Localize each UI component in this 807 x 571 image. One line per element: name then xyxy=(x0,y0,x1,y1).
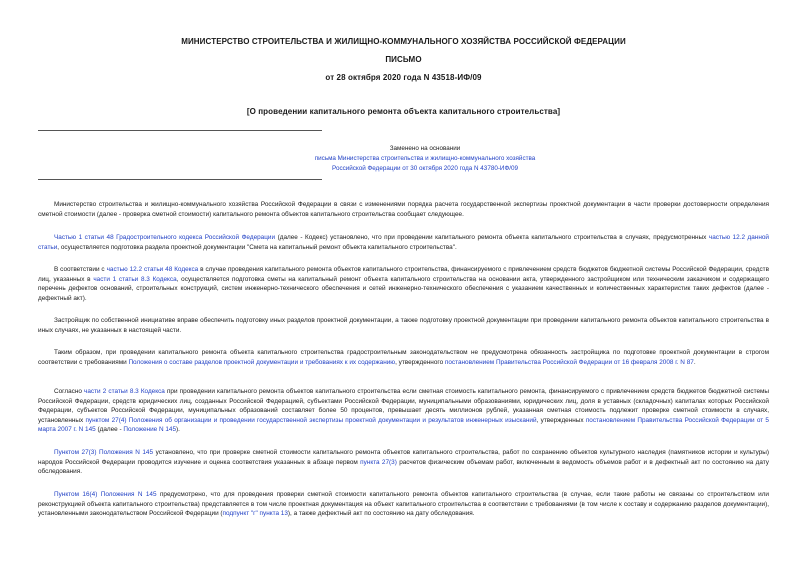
paragraph-text: (далее - xyxy=(95,426,124,433)
paragraph-text: ). xyxy=(176,426,180,433)
paragraph xyxy=(38,490,769,519)
paragraph-text: В соответствии с xyxy=(54,266,107,273)
paragraph-text: расчетов физическим объемам работ, включенным в ведомость объемов работ и в дефектный акт по состоянию на дату обследования. xyxy=(38,458,769,475)
paragraph-text: Застройщик по собственной инициативе вправе обеспечить подготовку иных разделов проектной документации, а также подготовку проектной документации при проведении капитального ремонта объектов капитального строительства в иных случаях, не указанных в настоящей части. xyxy=(38,317,769,334)
subject-heading: [О проведении капитального ремонта объекта капитального строительства] xyxy=(246,107,561,116)
reference-link[interactable]: Положение N 145 xyxy=(123,426,177,433)
paragraph xyxy=(38,316,769,335)
paragraph xyxy=(38,200,769,219)
paragraph-text: при проведении капитального ремонта объектов капитального строительства если сметная стоимость капитального ремонта, финансируемого с привлечением средств бюджетов бюджетной системы Российской Федерации, средств юридических лиц, созданных Российской Федерацией, субъектами Российской Федерации, муниципальными образованиями, юридических лиц, доля в уставных (складочных) капиталах которых Российской Федерации, субъектов Российской Федерации, муниципальных образований составляет более 50 процентов, превышает десять миллионов рублей, указанная сметная стоимость подлежит проверке сметной стоимости в случаях, установленных xyxy=(38,388,769,424)
paragraph-text: Согласно xyxy=(54,388,85,395)
divider-top xyxy=(38,130,322,131)
paragraph-text: Министерство строительства и жилищно-коммунального хозяйства Российской Федерации в связи с изменениями порядка расчета государственной экспертизы проектной документации в части проверки достоверности определения сметной стоимости (далее - проверка сметной стоимости) капитального ремонта объектов капитального строительства сообщает следующее. xyxy=(38,201,769,218)
reference-link[interactable]: пунктом 27(4) Положения об организации и проведении государственной экспертизы проектной документации и результатов инженерных изысканий xyxy=(85,416,537,424)
paragraph-text: , утвержденного xyxy=(395,358,445,366)
reference-link[interactable]: части 2 статьи 8.3 Кодекса xyxy=(84,388,165,395)
replacement-link-line-2[interactable]: Российской Федерации от 30 октября 2020 года N 43780-ИФ/09 xyxy=(332,165,518,172)
paragraph-text: , осуществляется подготовка раздела проектной документации "Смета на капитальный ремонт объекта капитального строительства". xyxy=(57,243,457,251)
ministry-heading: МИНИСТЕРСТВО СТРОИТЕЛЬСТВА И ЖИЛИЩНО-КОММУНАЛЬНОГО ХОЗЯЙСТВА РОССИЙСКОЙ ФЕДЕРАЦИИ xyxy=(181,37,626,46)
paragraph xyxy=(38,265,769,303)
reference-link[interactable]: пункта 27(3) xyxy=(360,458,397,466)
reference-link[interactable]: Пунктом 27(3) Положения N 145 xyxy=(54,449,154,456)
paragraph-text: ), а также дефектный акт по состоянию на дату обследования. xyxy=(287,510,475,517)
divider-bottom xyxy=(38,179,322,180)
reference-link[interactable]: постановлением Правительства Российской Федерации от 5 марта 2007 г. N 145 xyxy=(38,416,769,433)
paragraph xyxy=(38,448,769,477)
reference-link[interactable]: частью 12.2 статьи 48 Кодекса xyxy=(106,266,199,273)
reference-link[interactable]: Положения о составе разделов проектной документации и требованиях к их содержанию xyxy=(128,358,396,366)
reference-link[interactable]: постановлением Правительства Российской Федерации от 16 февраля 2008 г. N 87 xyxy=(444,358,694,366)
paragraph-text: , осуществляется подготовка сметы на капитальный ремонт объекта капитального строительства на основании акта, утвержденного застройщиком или техническим заказчиком и содержащего перечень дефектов оснований, строительных конструкций, систем инженерно-технического обеспечения и сетей инженерно-технического обеспечения с указанием качественных и количественных характеристик таких дефектов (далее - дефектный акт). xyxy=(38,275,769,302)
paragraph-text: в случае проведения капитального ремонта объектов капитального строительства, финансируемого с привлечением средств бюджетов бюджетной системы Российской Федерации, средств лиц, указанных в xyxy=(38,266,770,283)
paragraph xyxy=(38,387,769,435)
paragraph-text: Таким образом, при проведении капитального ремонта объекта капитального строительства градостроительным законодательством не предусмотрена обязанность застройщика по подготовке проектной документации в строгом соответствии с требованиями xyxy=(38,349,769,366)
reference-link[interactable]: частью 12.2 данной статьи xyxy=(38,234,769,251)
paragraph-text: предусмотрено, что для проведения проверки сметной стоимости капитального ремонта объектов капитального строительства (в случае, если такие работы не связаны со строительством или реконструкцией объекта капитального строительства) представляется в том числе проектная документация на объект капитального строительства в соответствии с требованиями (в том числе к составу и содержанию разделов документации), установленными законодательством Российской Федерации ( xyxy=(38,491,769,517)
paragraph-text: (далее - Кодекс) установлено, что при проведении капитального ремонта объекта капитального строительства в случаях, предусмотренных xyxy=(275,234,709,241)
reference-link[interactable]: Пунктом 16(4) Положения N 145 xyxy=(54,491,157,498)
reference-link[interactable]: Частью 1 статьи 48 Градостроительного кодекса Российской Федерации xyxy=(54,234,276,241)
replacement-note xyxy=(260,144,590,174)
paragraph xyxy=(38,233,769,252)
paragraph xyxy=(38,348,769,367)
paragraph-text: , утвержденных xyxy=(536,416,586,424)
replacement-link-line-1[interactable]: письма Министерства строительства и жилищно-коммунального хозяйства xyxy=(314,155,536,162)
reference-link[interactable]: части 1 статьи 8.3 Кодекса xyxy=(93,275,177,283)
doc-type-heading: ПИСЬМО xyxy=(385,55,422,64)
paragraph-text: установлено, что при проверке сметной стоимости капитального ремонта объектов капитального строительства, работ по сохранению объектов культурного наследия (памятников истории и культуры) народов Российской Федерации проводится изучение и оценка соответствия указанных в абзаце первом xyxy=(38,449,770,466)
paragraph-text: . xyxy=(693,358,696,366)
reference-link[interactable]: подпункт "г" пункта 13 xyxy=(222,510,288,517)
replacement-intro: Заменено на основании xyxy=(389,145,461,152)
date-number-heading: от 28 октября 2020 года N 43518-ИФ/09 xyxy=(325,73,482,82)
